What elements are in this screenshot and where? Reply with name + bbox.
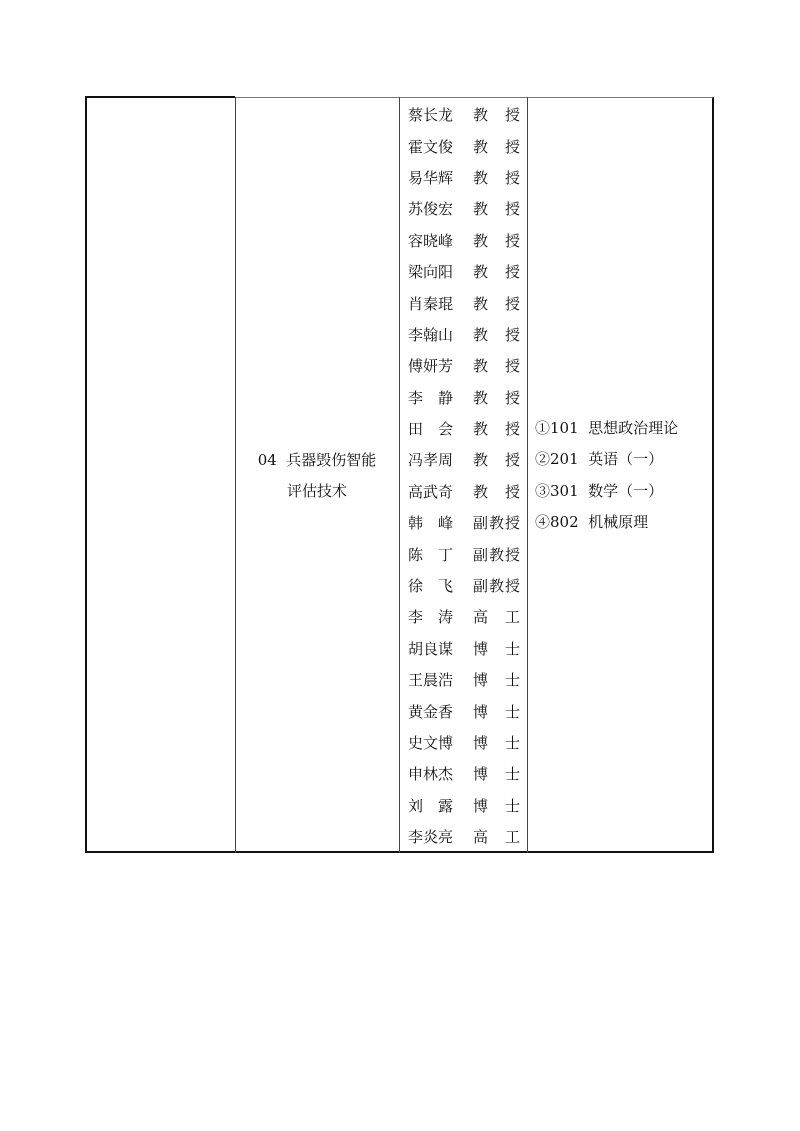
supervisor-title: 教授 — [473, 231, 520, 250]
supervisor-title: 副教授 — [473, 514, 520, 533]
supervisor-row — [408, 444, 520, 475]
supervisor-name: 苏俊宏 — [408, 200, 454, 219]
supervisor-name: 史文博 — [408, 734, 454, 752]
supervisor-row — [408, 382, 520, 413]
supervisor-name: 梁向阳 — [408, 263, 454, 282]
supervisor-name: 李炎亮 — [408, 828, 454, 847]
column-divider — [399, 97, 400, 853]
supervisor-name: 田会 — [408, 420, 453, 439]
supervisor-title: 副教授 — [473, 577, 520, 596]
exam-subject: ③301 数学（一） — [535, 481, 664, 500]
supervisor-title: 博士 — [473, 796, 520, 815]
supervisor-title: 教授 — [473, 420, 520, 439]
supervisor-row — [408, 570, 520, 601]
supervisor-row — [408, 350, 520, 381]
supervisor-title: 教授 — [473, 388, 520, 407]
supervisor-title: 教授 — [473, 106, 520, 125]
supervisor-row — [408, 664, 520, 695]
supervisor-name: 易华辉 — [408, 168, 454, 187]
exam-subjects — [535, 413, 678, 539]
supervisor-name: 李翰山 — [408, 325, 454, 344]
supervisor-title: 教授 — [473, 325, 520, 344]
research-direction-line: 评估技术 — [286, 482, 347, 501]
supervisor-row — [408, 507, 520, 538]
supervisor-row — [408, 790, 520, 821]
supervisor-name: 胡良谋 — [408, 639, 454, 658]
supervisor-title: 教授 — [473, 137, 520, 156]
supervisor-name: 刘露 — [408, 796, 453, 815]
supervisor-name: 冯孝周 — [408, 451, 454, 470]
supervisor-title: 教授 — [473, 263, 520, 282]
table-border — [85, 96, 235, 98]
supervisor-name: 陈丁 — [408, 545, 453, 564]
supervisor-title: 副教授 — [473, 545, 520, 564]
supervisor-row — [408, 538, 520, 569]
supervisor-row — [408, 193, 520, 224]
supervisor-name: 傅妍芳 — [408, 357, 454, 376]
supervisor-name: 霍文俊 — [408, 137, 454, 156]
supervisor-title: 博士 — [473, 671, 520, 690]
supervisor-title: 教授 — [473, 451, 520, 470]
exam-subject: ②201 英语（一） — [535, 450, 664, 469]
supervisor-name: 蔡长龙 — [408, 106, 454, 125]
supervisor-list — [408, 99, 520, 852]
supervisor-title: 博士 — [473, 639, 520, 658]
supervisor-name: 李涛 — [408, 608, 453, 627]
supervisor-row — [408, 758, 520, 789]
supervisor-title: 高工 — [473, 828, 520, 847]
supervisor-row — [408, 225, 520, 256]
supervisor-title: 博士 — [473, 734, 520, 752]
supervisor-row — [408, 601, 520, 632]
supervisor-row — [408, 162, 520, 193]
supervisor-row — [408, 99, 520, 130]
supervisor-row — [408, 727, 520, 758]
supervisor-title: 教授 — [473, 294, 520, 313]
exam-subject: ④802 机械原理 — [535, 513, 649, 532]
supervisor-name: 王晨浩 — [408, 671, 454, 690]
supervisor-title: 博士 — [473, 702, 520, 721]
supervisor-name: 徐飞 — [408, 577, 453, 596]
exam-subject: ①101 思想政治理论 — [535, 419, 679, 437]
supervisor-name: 肖秦琨 — [408, 294, 454, 313]
supervisor-row — [408, 633, 520, 664]
supervisor-row — [408, 413, 520, 444]
supervisor-title: 高工 — [473, 608, 520, 627]
supervisor-name: 申林杰 — [408, 765, 454, 784]
research-direction-line: 04 兵器毁伤智能 — [257, 451, 377, 469]
supervisor-title: 教授 — [473, 482, 520, 501]
supervisor-name: 高武奇 — [408, 482, 454, 501]
column-divider — [235, 97, 236, 853]
supervisor-row — [408, 130, 520, 161]
supervisor-row — [408, 476, 520, 507]
column-divider — [527, 97, 528, 853]
supervisor-title: 博士 — [473, 765, 520, 784]
supervisor-row — [408, 821, 520, 852]
supervisor-name: 容晓峰 — [408, 231, 454, 250]
supervisor-row — [408, 695, 520, 726]
supervisor-name: 韩峰 — [408, 514, 453, 533]
supervisor-title: 教授 — [473, 200, 520, 219]
supervisor-row — [408, 287, 520, 318]
supervisor-name: 李静 — [408, 388, 453, 407]
supervisor-name: 黄金香 — [408, 702, 454, 721]
supervisor-row — [408, 319, 520, 350]
supervisor-row — [408, 256, 520, 287]
supervisor-title: 教授 — [473, 168, 520, 187]
supervisor-title: 教授 — [473, 357, 520, 376]
research-direction — [237, 445, 397, 508]
